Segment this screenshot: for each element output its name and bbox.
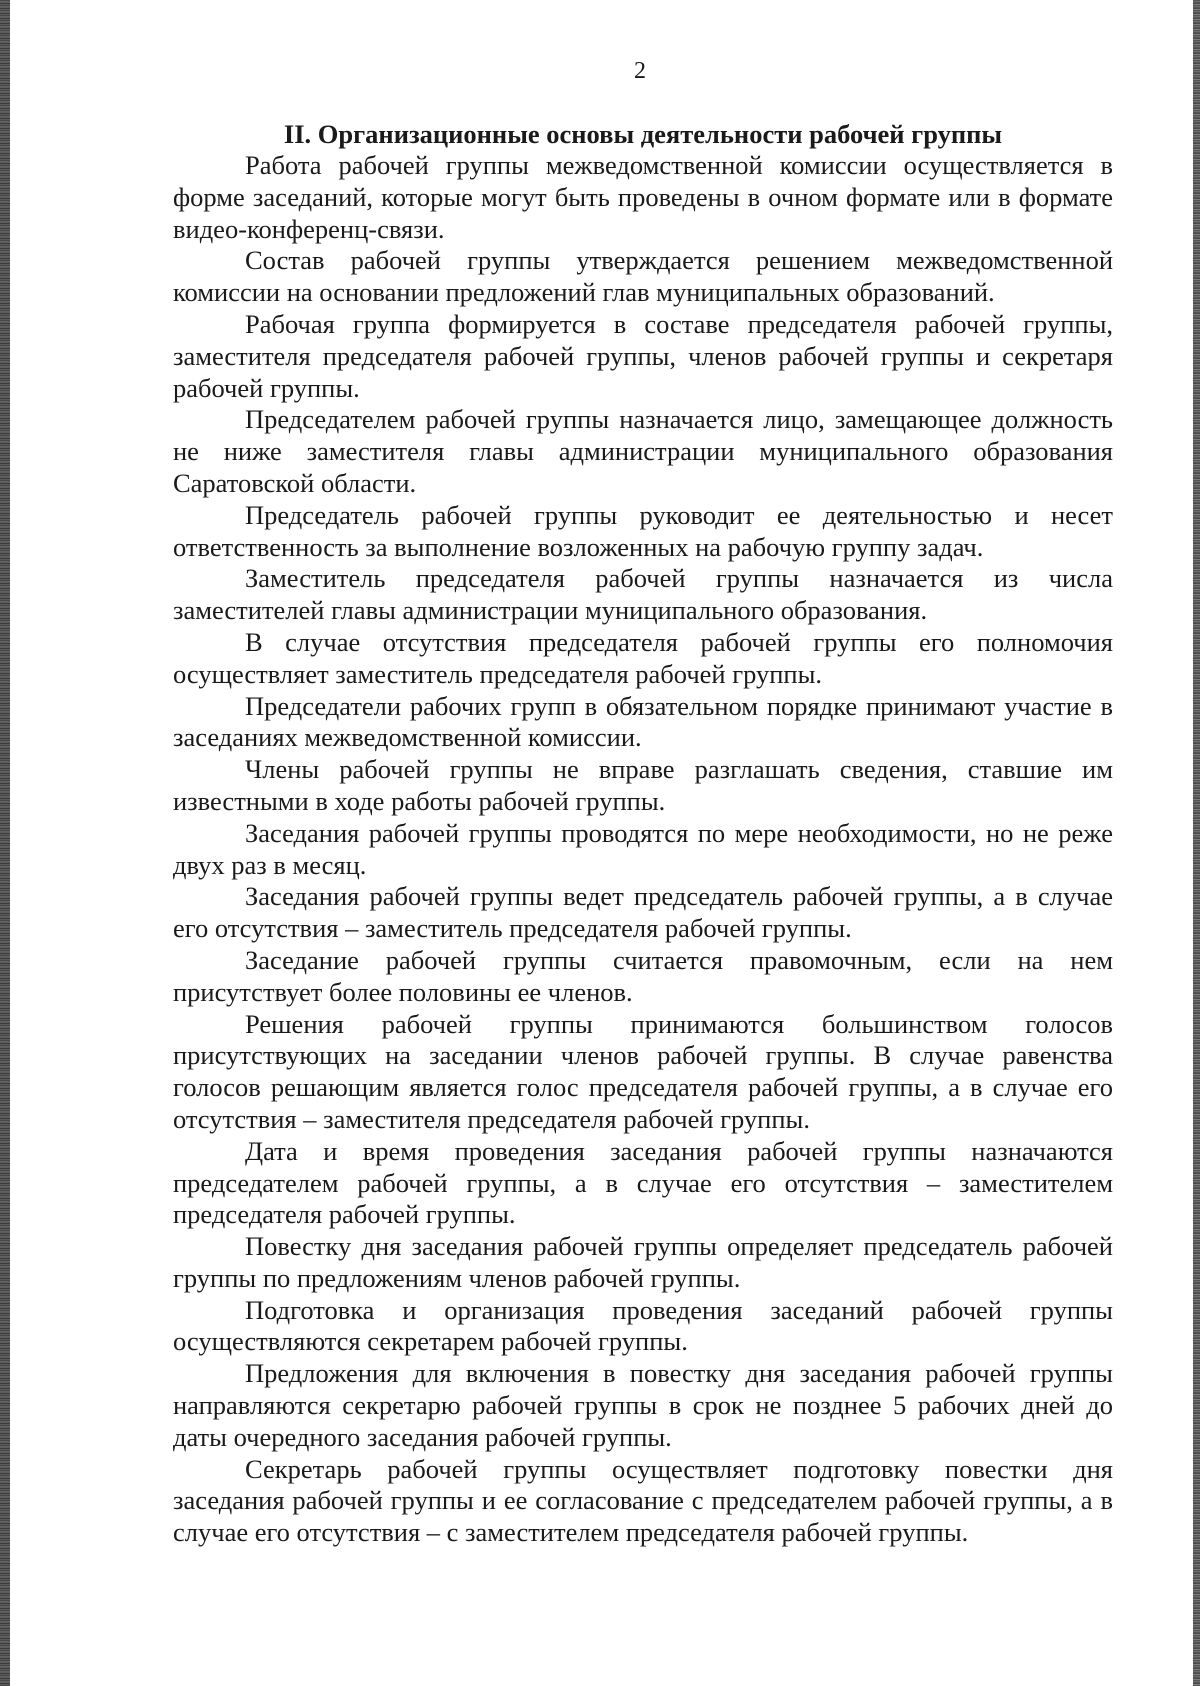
paragraph: Решения рабочей группы принимаются большинством голосов присутствующих на заседании членов рабочей группы. В случае равенства голосов решающим является голос председателя рабочей группы, а в случае его отсутствия – заместителя председателя рабочей группы. <box>173 1008 1113 1134</box>
paragraph: Члены рабочей группы не вправе разглашать сведения, ставшие им известными в ходе работы рабочей группы. <box>173 754 1113 816</box>
paragraph: Заместитель председателя рабочей группы назначается из числа заместителей главы администрации муниципального образования. <box>173 563 1113 626</box>
paragraph: Состав рабочей группы утверждается решением межведомственной комиссии на основании предложений глав муниципальных образований. <box>173 245 1113 308</box>
paragraph: В случае отсутствия председателя рабочей группы его полномочия осуществляет заместитель председателя рабочей группы. <box>173 626 1113 689</box>
paragraph: Секретарь рабочей группы осуществляет подготовку повестки дня заседания рабочей группы и ее согласование с председателем рабочей группы, а в случае его отсутствия – с заместителем председателя рабочей группы. <box>173 1453 1113 1548</box>
paragraph: Председателем рабочей группы назначается лицо, замещающее должность не ниже заместителя главы администрации муниципального образования Саратовской области. <box>173 404 1113 498</box>
scan-edge-right <box>1193 0 1200 1686</box>
paragraph: Подготовка и организация проведения заседаний рабочей группы осуществляются секретарем рабочей группы. <box>173 1294 1113 1357</box>
scan-edge-left <box>0 0 10 1686</box>
paragraph: Заседания рабочей группы ведет председатель рабочей группы, а в случае его отсутствия – заместитель председателя рабочей группы. <box>173 881 1113 944</box>
paragraph: Дата и время проведения заседания рабочей группы назначаются председателем рабочей группы, а в случае его отсутствия – заместителем председателя рабочей группы. <box>173 1135 1113 1230</box>
document-body <box>173 150 1113 1549</box>
paragraph: Предложения для включения в повестку дня заседания рабочей группы направляются секретарю рабочей группы в срок не позднее 5 рабочих дней до даты очередного заседания рабочей группы. <box>173 1358 1113 1452</box>
section-heading: II. Организационные основы деятельности рабочей группы <box>283 119 1003 149</box>
paragraph: Председатели рабочих групп в обязательном порядке принимают участие в заседаниях межведомственной комиссии. <box>173 690 1113 753</box>
page-number: 2 <box>634 58 646 84</box>
paragraph: Повестку дня заседания рабочей группы определяет председатель рабочей группы по предложениям членов рабочей группы. <box>173 1231 1113 1293</box>
paragraph: Заседания рабочей группы проводятся по мере необходимости, но не реже двух раз в месяц. <box>173 817 1113 880</box>
paragraph: Работа рабочей группы межведомственной комиссии осуществляется в форме заседаний, которые могут быть проведены в очном формате или в формате видео-конференц-связи. <box>173 150 1113 244</box>
paragraph: Рабочая группа формируется в составе председателя рабочей группы, заместителя председателя рабочей группы, членов рабочей группы и секретаря рабочей группы. <box>173 308 1113 403</box>
paragraph: Заседание рабочей группы считается правомочным, если на нем присутствует более половины ее членов. <box>173 944 1113 1007</box>
paragraph: Председатель рабочей группы руководит ее деятельностью и несет ответственность за выполнение возложенных на рабочую группу задач. <box>173 499 1113 562</box>
